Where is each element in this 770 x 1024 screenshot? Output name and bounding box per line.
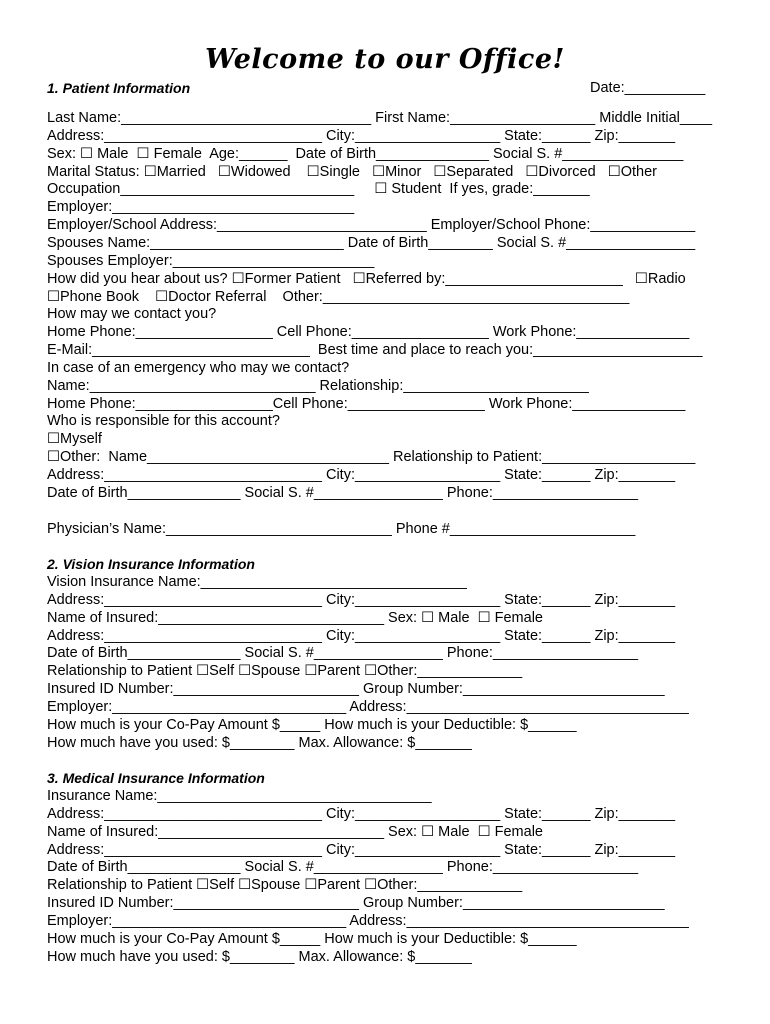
form-row[interactable]: Address:___________________________ City:__________________ State:______ Zip:_______: [47, 591, 676, 608]
form-row[interactable]: Date of Birth______________ Social S. #________________ Phone:__________________: [47, 645, 639, 662]
form-row[interactable]: Vision Insurance Name:_________________________________: [47, 574, 467, 590]
section-heading: 1. Patient Information: [47, 80, 191, 96]
section-heading: 3. Medical Insurance Information: [47, 770, 265, 786]
form-row[interactable]: Insured ID Number:_______________________ Group Number:_________________________: [47, 895, 665, 912]
form-row[interactable]: Address:___________________________ City:__________________ State:______ Zip:_______: [47, 805, 676, 822]
page-title: Welcome to our Office!: [205, 44, 565, 75]
form-row[interactable]: E-Mail:___________________________ Best time and place to reach you:_____________________: [47, 342, 703, 359]
form-row[interactable]: Home Phone:_________________ Cell Phone:_________________ Work Phone:______________: [47, 324, 690, 341]
form-row[interactable]: Relationship to Patient ☐Self ☐Spouse ☐Parent ☐Other:_____________: [47, 663, 523, 680]
form-row[interactable]: In case of an emergency who may we contact?: [47, 359, 350, 376]
form-row[interactable]: Date of Birth______________ Social S. #________________ Phone:__________________: [47, 484, 639, 501]
section-heading: 2. Vision Insurance Information: [47, 556, 255, 572]
form-row[interactable]: Who is responsible for this account?: [47, 413, 280, 430]
form-row[interactable]: Relationship to Patient ☐Self ☐Spouse ☐Parent ☐Other:_____________: [47, 877, 523, 894]
form-row[interactable]: Insured ID Number:_______________________ Group Number:_________________________: [47, 681, 665, 698]
form-row[interactable]: Employer:_____________________________ Address:___________________________________: [47, 698, 689, 715]
form-row[interactable]: Insurance Name:__________________________________: [47, 788, 432, 804]
form-row[interactable]: Employer:_____________________________ Address:___________________________________: [47, 912, 689, 929]
form-row[interactable]: Address:___________________________ City:__________________ State:______ Zip:_______: [47, 467, 676, 483]
form-row[interactable]: Date of Birth______________ Social S. #________________ Phone:__________________: [47, 859, 639, 876]
form-row[interactable]: Spouses Name:________________________ Date of Birth________ Social S. #________________: [47, 234, 696, 251]
form-row[interactable]: Address:___________________________ City:__________________ State:______ Zip:_______: [47, 627, 676, 644]
form-row[interactable]: ☐Myself: [47, 431, 102, 448]
form-row[interactable]: ☐Phone Book ☐Doctor Referral Other:______________________________________: [47, 288, 630, 305]
form-row[interactable]: How much have you used: $________ Max. Allowance: $_______: [47, 948, 472, 965]
form-row[interactable]: Employer:______________________________: [47, 199, 355, 216]
form-row[interactable]: Occupation_____________________________ ☐ Student If yes, grade:_______: [47, 181, 590, 198]
form-row[interactable]: Employer/School Address:__________________________ Employer/School Phone:_____________: [47, 217, 696, 234]
form-row[interactable]: How much have you used: $________ Max. Allowance: $_______: [47, 734, 472, 751]
date-field[interactable]: Date:__________: [590, 80, 706, 96]
form-row[interactable]: Name of Insured:____________________________ Sex: ☐ Male ☐ Female: [47, 823, 543, 840]
form-row[interactable]: Physician’s Name:____________________________ Phone #_______________________: [47, 520, 636, 537]
form-row[interactable]: Spouses Employer:_________________________: [47, 252, 375, 269]
form-row[interactable]: Last Name:_______________________________ First Name:__________________ Middle Initial____: [47, 110, 713, 126]
form-row[interactable]: How may we contact you?: [47, 306, 217, 323]
form-row[interactable]: Name of Insured:____________________________ Sex: ☐ Male ☐ Female: [47, 609, 543, 626]
form-row[interactable]: Marital Status: ☐Married ☐Widowed ☐Single ☐Minor ☐Separated ☐Divorced ☐Other: [47, 163, 657, 180]
form-row[interactable]: Address:___________________________ City:__________________ State:______ Zip:_______: [47, 841, 676, 858]
form-row[interactable]: How did you hear about us? ☐Former Patient ☐Referred by:______________________ ☐Radio: [47, 270, 686, 287]
form-row[interactable]: How much is your Co-Pay Amount $_____ How much is your Deductible: $______: [47, 930, 577, 947]
form-row[interactable]: Address:___________________________ City:__________________ State:______ Zip:_______: [47, 127, 676, 144]
form-row[interactable]: Sex: ☐ Male ☐ Female Age:______ Date of Birth______________ Social S. #_______________: [47, 145, 684, 162]
form-row[interactable]: ☐Other: Name______________________________ Relationship to Patient:___________________: [47, 449, 696, 466]
form-row[interactable]: Home Phone:_________________Cell Phone:_________________ Work Phone:______________: [47, 395, 686, 412]
form-row[interactable]: How much is your Co-Pay Amount $_____ How much is your Deductible: $______: [47, 716, 577, 733]
form-row[interactable]: Name:____________________________ Relationship:_______________________: [47, 377, 589, 394]
